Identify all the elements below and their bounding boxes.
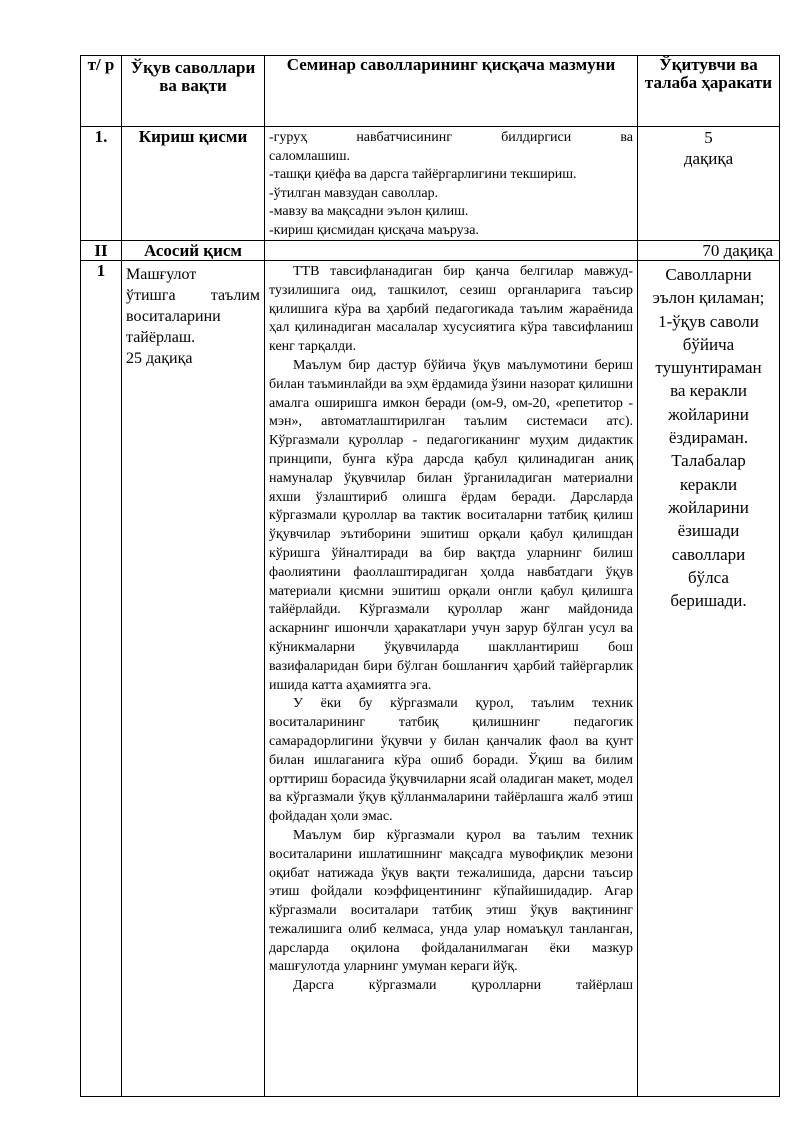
action-line: саволлари	[671, 544, 746, 564]
action-line: ва керакли	[670, 381, 747, 401]
time-value: 5	[704, 128, 713, 147]
row-number: II	[81, 241, 122, 261]
list-item: -гуруҳ навбатчисининг билдиргиси ва	[269, 130, 633, 145]
action-line: Талабалар	[671, 451, 746, 471]
topic-line: Машғулот	[126, 266, 197, 283]
actions-cell	[638, 261, 780, 1097]
action-line: керакли	[679, 474, 738, 494]
row-number: 1.	[81, 127, 122, 241]
empty-cell	[265, 241, 638, 261]
table-header-row	[81, 56, 780, 127]
action-line: ёздираман.	[668, 428, 749, 448]
header-actions: Ўқитувчи ва талаба ҳаракати	[638, 56, 780, 127]
paragraph: ТТВ тавсифланадиган бир қанча белгилар мавжуд-тузилишига оид, ташкилот, сезиш органларига таъсир қилишига кўра ва ҳарбий педагогикада таълим жараёнида ҳал қилинадиган масалалар хусусиятига кўра тавсифланиш кенг тарқалди.	[269, 264, 633, 355]
list-item: -ўтилган мавзудан саволлар.	[269, 185, 439, 201]
time-unit: дақиқа	[683, 149, 734, 168]
header-content: Семинар саволларининг қисқача мазмуни	[265, 56, 638, 127]
list-item: саломлашиш.	[269, 148, 351, 164]
list-item: -мавзу ва мақсадни эълон қилиш.	[269, 204, 469, 219]
topic-cell	[122, 261, 265, 1097]
paragraph: Маълум бир кўргазмали қурол ва таълим техник воситаларини ишлатишнинг мақсадга мувофиқлик мезони оқибат натижада ўқув вақти тежалишида, дарсни таъсир этиш фойдали коэффицентининг кўпайишидадир. Агар кўргазмали воситалари татбиқ этиш ўқув вақтининг тежалишига олиб келмаса, унда улар номаъқул танланган, дарсларда оқилона фойдаланилмаган ёки мазкур машғулотда уларнинг умуман кераги йўқ.	[269, 827, 633, 975]
seminar-plan-table	[80, 55, 780, 1097]
section-time: 70 дақиқа	[638, 241, 780, 261]
section-time	[638, 127, 780, 241]
topic-time: 25 дақиқа	[126, 350, 193, 367]
action-line: ёзишади	[677, 521, 740, 541]
row-number: 1	[81, 261, 122, 1097]
paragraph: У ёки бу кўргазмали қурол, таълим техник воситаларининг татбиқ қилишнинг педагогик самарадорлигини ўқувчи у билан қанчалик фаол ва қунт билан ишлаганига кўра ошиб боради. Ўқиш ва билим орттириш борасида ўқувчиларни ясай оладиган макет, модел ва кўргазмали ўқув қўлланмаларини тайёрлашга жалб этиш фойдадан ҳоли эмас.	[269, 696, 633, 825]
section-title: Кириш қисми	[122, 127, 265, 241]
table-row	[81, 241, 780, 261]
topic-line: воситаларини	[126, 308, 221, 325]
topic-line: ўтишга таълим	[126, 287, 260, 304]
action-line: беришади.	[670, 591, 747, 611]
table-row	[81, 127, 780, 241]
action-line: эълон қиламан;	[652, 288, 765, 308]
action-line: тушунтираман	[655, 358, 762, 378]
list-item: -кириш қисмидан қисқача маъруза.	[269, 222, 479, 238]
action-line: жойларини	[668, 497, 749, 517]
header-number: т/ р	[81, 56, 122, 127]
paragraph: Дарсга кўргазмали қуролларни тайёрлаш	[293, 978, 633, 994]
action-line: бўйича	[682, 334, 735, 354]
table-row	[81, 261, 780, 1097]
action-line: жойларини	[668, 404, 749, 424]
section-title: Асосий қисм	[122, 241, 265, 261]
action-line: бўлса	[688, 567, 729, 587]
header-questions: Ўқув саволлари ва вақти	[122, 56, 265, 127]
action-line: Саволларни	[665, 265, 752, 284]
topic-line: тайёрлаш.	[126, 329, 196, 346]
paragraph: Маълум бир дастур бўйича ўқув маълумотини бериш билан таъминлайди ва эҳм ёрдамида ўзини назорат қилишни амалга оширишга имкон беради (ом-9, ом-20, «репетитор - мэн», автоматлаштирилган таълим системаси атс). Кўргазмали қуроллар - педагогиканинг муҳим дидактик принципи, бунга кўра дарсда қабул қилинадиган аниқ намуналар ўқувчилар билан ўрганиладиган материални яхши ўзлаштириб олишга ёрдам беради. Дарсларда кўргазмали қуроллар ва тактик воситаларни татбиқ қилиш ўқувчилар эътиборини эшитиш орқали қабул қилишдан кўришга ўйналтиради ва бир вақтда уларнинг билиш фаолиятини фаоллаштирадиган ҳолда навбатдаги ўқув материали қисмни эшитиш орқали онгли қабул қилишга тайёрлайди. Кўргазмали қуроллар жанг майдонида аскарнинг ишончли ҳаракатлари учун зарур бўлган усул ва кўникмаларни ўқувчиларда шакллантириш бош вазифаларидан бири бўлган бошланғич ҳарбий тайёргарлик ишида катта аҳамиятга эга.	[269, 357, 633, 693]
action-line: 1-ўқув саволи	[658, 311, 759, 331]
list-item: -ташқи қиёфа ва дарсга тайёргарлигини текшириш.	[269, 167, 577, 182]
intro-items	[265, 127, 638, 241]
content-text	[265, 261, 638, 1097]
